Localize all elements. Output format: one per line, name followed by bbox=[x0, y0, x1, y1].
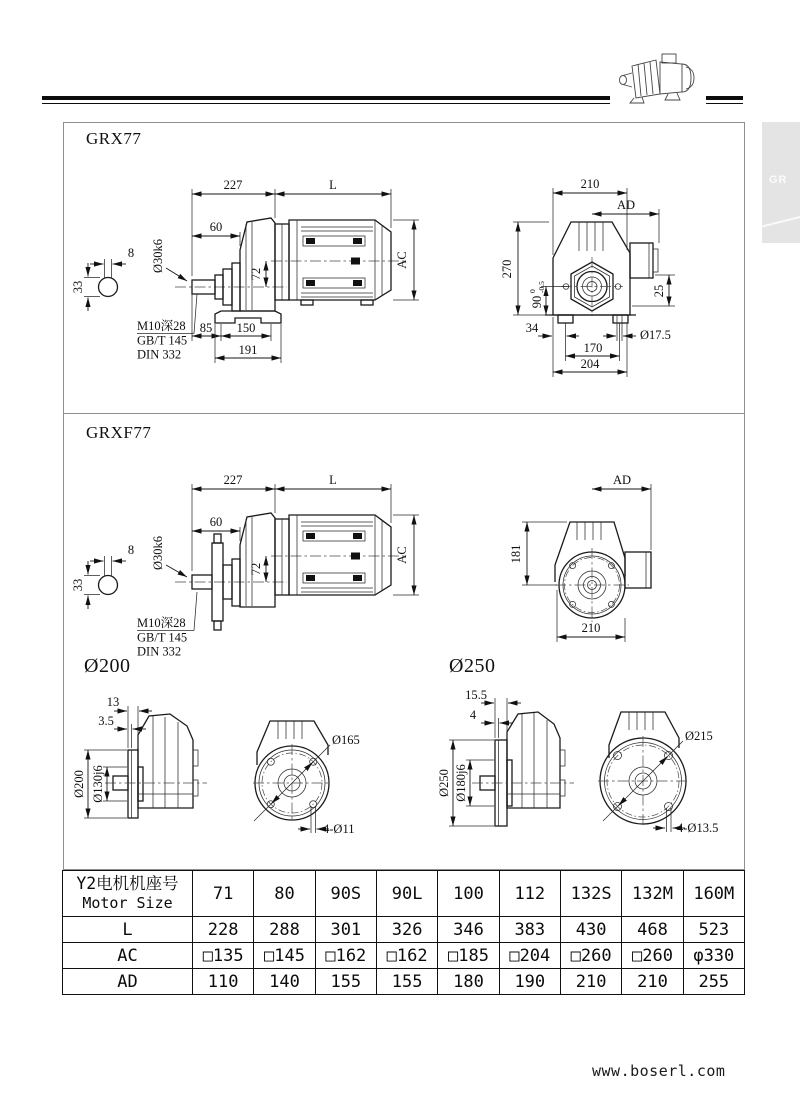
section-divider bbox=[63, 413, 745, 414]
dim-label-85: 85 bbox=[199, 321, 213, 335]
cell-L-112: 383 bbox=[499, 917, 560, 943]
dim-label-shaft-dia: Ø30k6 bbox=[151, 535, 165, 571]
shaft-key-detail bbox=[71, 543, 134, 609]
dim-label-bolt-circle: Ø165 bbox=[332, 733, 360, 747]
cell-AC-80: □145 bbox=[254, 943, 315, 969]
col-header-71: 71 bbox=[193, 871, 254, 917]
flange-gearbox-outline bbox=[105, 714, 207, 818]
col-header-132s: 132S bbox=[560, 871, 621, 917]
dim-label-60: 60 bbox=[209, 515, 223, 529]
dim-label-150: 150 bbox=[236, 321, 256, 335]
gearmotor-logo-icon bbox=[610, 50, 706, 108]
dim-label-191: 191 bbox=[238, 343, 258, 357]
row-label-AC: AC bbox=[63, 943, 193, 969]
cell-L-132s: 430 bbox=[560, 917, 621, 943]
grxf77-side-dimensions bbox=[137, 473, 419, 659]
dim-label-bolt-holes: 4-Ø13.5 bbox=[677, 821, 719, 835]
dim-90-sub: -0.5 bbox=[537, 281, 546, 293]
col-header-112: 112 bbox=[499, 871, 560, 917]
std-gb-label: GB/T 145 bbox=[137, 630, 188, 645]
dim-label-key-width: 8 bbox=[127, 543, 135, 557]
cell-AC-112: □204 bbox=[499, 943, 560, 969]
cell-AD-132m: 210 bbox=[622, 969, 683, 995]
cell-AD-71: 110 bbox=[193, 969, 254, 995]
flange-200-title: Ø200 bbox=[84, 655, 131, 677]
dim-label-227: 227 bbox=[223, 178, 243, 192]
col-header-90l: 90L bbox=[376, 871, 437, 917]
website-url: www.boserl.com bbox=[592, 1062, 726, 1080]
cell-L-132m: 468 bbox=[622, 917, 683, 943]
housing-outline bbox=[555, 522, 651, 622]
grx77-side-dimensions bbox=[137, 178, 419, 363]
side-tab-label: GR bbox=[769, 174, 788, 186]
flange-200-face-drawing bbox=[240, 695, 436, 857]
dim-label-flange-dia: Ø250 bbox=[437, 769, 451, 797]
motor-size-table bbox=[62, 870, 745, 995]
dim-label-spigot-dia: Ø130j6 bbox=[91, 765, 105, 803]
dim-label-227: 227 bbox=[223, 473, 243, 487]
cell-AC-160m: φ330 bbox=[683, 943, 744, 969]
dim-label-60: 60 bbox=[209, 220, 223, 234]
dim-label-shaft-height: 33 bbox=[71, 578, 85, 592]
col-header-132m: 132M bbox=[622, 871, 683, 917]
flange-200-dimensions bbox=[72, 695, 152, 818]
cell-AD-112: 190 bbox=[499, 969, 560, 995]
grxf77-side-view-drawing bbox=[71, 455, 447, 670]
tap-note-label: M10深28 bbox=[137, 616, 186, 630]
dim-label-4: 4 bbox=[469, 708, 477, 722]
dim-label-key-width: 8 bbox=[127, 246, 135, 260]
motor-size-header-en: Motor Size bbox=[82, 893, 173, 912]
cell-L-100: 346 bbox=[438, 917, 499, 943]
dim-label-25: 25 bbox=[652, 284, 666, 298]
col-header-100: 100 bbox=[438, 871, 499, 917]
cell-AC-100: □185 bbox=[438, 943, 499, 969]
cell-L-90l: 326 bbox=[376, 917, 437, 943]
dim-label-AC: AC bbox=[395, 546, 409, 564]
dim-label-72: 72 bbox=[249, 267, 263, 281]
tap-note-label: M10深28 bbox=[137, 319, 186, 333]
dim-label-L: L bbox=[329, 473, 337, 487]
grxf77-title: GRXF77 bbox=[86, 423, 152, 442]
side-tab-diagonal bbox=[762, 213, 800, 229]
dim-label-34: 34 bbox=[525, 321, 539, 335]
cell-AD-100: 180 bbox=[438, 969, 499, 995]
flange-face-outline bbox=[598, 712, 690, 826]
dim-label-270: 270 bbox=[500, 259, 514, 279]
dim-label-foot-hole: Ø17.5 bbox=[640, 328, 671, 342]
flange-250-side-drawing bbox=[437, 688, 592, 862]
dim-label-bolt-circle: Ø215 bbox=[685, 729, 713, 743]
dim-label-13: 13 bbox=[106, 695, 120, 709]
flange-gearbox-outline bbox=[472, 712, 574, 826]
dim-label-shaft-height: 33 bbox=[71, 280, 85, 294]
cell-L-80: 288 bbox=[254, 917, 315, 943]
cell-AD-90l: 155 bbox=[376, 969, 437, 995]
dim-label-181: 181 bbox=[509, 544, 523, 564]
side-tab-gr bbox=[762, 122, 800, 243]
col-header-80: 80 bbox=[254, 871, 315, 917]
dim-label-170: 170 bbox=[583, 341, 603, 355]
flange-250-title: Ø250 bbox=[449, 655, 496, 677]
dim-label-spigot-dia: Ø180j6 bbox=[454, 764, 468, 802]
dim-label-3-5: 3.5 bbox=[98, 714, 114, 728]
flange-250-dimensions bbox=[437, 688, 521, 826]
cell-AC-90l: □162 bbox=[376, 943, 437, 969]
flange-250-face-drawing bbox=[595, 690, 745, 852]
dim-label-AD: AD bbox=[612, 473, 632, 487]
grxf77-rear-dimensions bbox=[509, 473, 651, 642]
cell-L-71: 228 bbox=[193, 917, 254, 943]
dim-label-bolt-holes: 4-Ø11 bbox=[323, 822, 355, 836]
col-header-90s: 90S bbox=[315, 871, 376, 917]
dim-label-210: 210 bbox=[580, 177, 600, 191]
dim-label-flange-dia: Ø200 bbox=[72, 770, 86, 798]
dim-label-L: L bbox=[329, 178, 337, 192]
cell-AC-132s: □260 bbox=[560, 943, 621, 969]
col-header-160m: 160M bbox=[683, 871, 744, 917]
flange-face-outline bbox=[253, 721, 331, 822]
std-din-label: DIN 332 bbox=[137, 347, 182, 362]
grx77-title: GRX77 bbox=[86, 129, 142, 148]
cell-L-90s: 301 bbox=[315, 917, 376, 943]
std-din-label: DIN 332 bbox=[137, 644, 182, 659]
cell-AC-132m: □260 bbox=[622, 943, 683, 969]
motor-size-header-cell bbox=[63, 871, 193, 917]
dim-label-72: 72 bbox=[249, 562, 263, 576]
dim-label-AD: AD bbox=[616, 198, 636, 212]
gearmotor-outline bbox=[175, 513, 407, 630]
cell-AD-160m: 255 bbox=[683, 969, 744, 995]
housing-outline bbox=[545, 222, 658, 341]
dim-label-shaft-dia: Ø30k6 bbox=[151, 238, 165, 274]
shaft-key-detail bbox=[71, 246, 134, 311]
dim-label-210: 210 bbox=[581, 621, 601, 635]
cell-L-160m: 523 bbox=[683, 917, 744, 943]
dim-90-tolerance bbox=[528, 281, 546, 308]
table-header-row bbox=[63, 871, 745, 917]
cell-AD-90s: 155 bbox=[315, 969, 376, 995]
cell-AD-80: 140 bbox=[254, 969, 315, 995]
grxf77-rear-view-drawing bbox=[509, 470, 747, 652]
row-label-AD: AD bbox=[63, 969, 193, 995]
std-gb-label: GB/T 145 bbox=[137, 333, 188, 348]
cell-AD-132s: 210 bbox=[560, 969, 621, 995]
row-label-L: L bbox=[63, 917, 193, 943]
dim-label-15-5: 15.5 bbox=[465, 688, 487, 702]
motor-size-header-cn: Y2电机机座号 bbox=[76, 874, 179, 894]
dim-90-sup: 0 bbox=[528, 289, 537, 293]
dim-label-204: 204 bbox=[580, 357, 600, 371]
grx77-side-view-drawing bbox=[71, 160, 447, 375]
grx77-rear-view-drawing bbox=[500, 165, 745, 387]
cell-AC-90s: □162 bbox=[315, 943, 376, 969]
dim-label-90: 90 bbox=[530, 295, 544, 309]
table-row-AC bbox=[63, 943, 745, 969]
cell-AC-71: □135 bbox=[193, 943, 254, 969]
flange-200-side-drawing bbox=[72, 690, 227, 862]
table-row-AD bbox=[63, 969, 745, 995]
table-row-L bbox=[63, 917, 745, 943]
dim-label-AC: AC bbox=[395, 251, 409, 269]
